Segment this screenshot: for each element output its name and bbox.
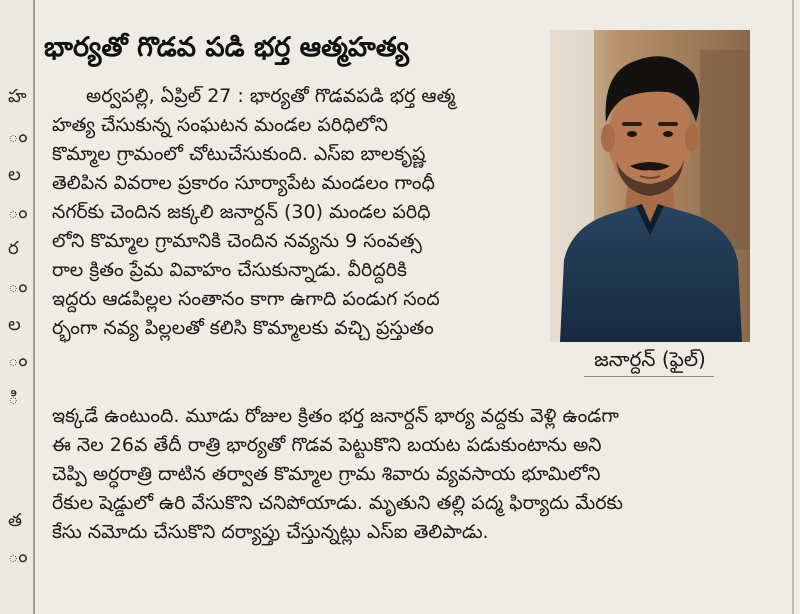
- body-line: రేకుల షెడ్డులో ఉరి వేసుకొని చనిపోయాడు. మృతుని తల్లి పద్మ ఫిర్యాదు మేరకు: [52, 492, 623, 514]
- photo-of-man-icon: [550, 30, 750, 342]
- column-divider: [792, 0, 794, 614]
- body-line: ర్భంగా నవ్య పిల్లలతో కలిసి కొమ్మాలకు వచ్చి ప్రస్తుతం: [52, 317, 434, 339]
- body-line: చెప్పి అర్ధరాత్రి దాటిన తర్వాత కొమ్మాల గ్రామ శివారు వ్యవసాయ భూమిలోని: [52, 463, 601, 485]
- fragment-glyph: త: [8, 510, 23, 531]
- fragment-glyph: ర: [8, 238, 19, 259]
- body-line: తెలిపిన వివరాల ప్రకారం సూర్యాపేట మండలం గాంధీ: [52, 172, 435, 194]
- fragment-glyph: హ: [8, 86, 27, 107]
- portrait-photo: [550, 30, 750, 342]
- body-line: కొమ్మాల గ్రామంలో చోటుచేసుకుంది. ఎస్ఐ బాలకృష్ణ: [52, 143, 426, 165]
- adjacent-column-fragment: [0, 0, 32, 614]
- article-headline: భార్యతో గొడవ పడి భర్త ఆత్మహత్య: [44, 32, 409, 63]
- body-line: కేసు నమోదు చేసుకొని దర్యాప్తు చేస్తున్నట్లు ఎస్ఐ తెలిపాడు.: [52, 521, 489, 543]
- body-line: లోని కొమ్మాల గ్రామానికి చెందిన నవ్యను 9 సంవత్స: [52, 230, 422, 252]
- fragment-glyph: ం: [8, 350, 28, 371]
- column-divider: [33, 0, 35, 614]
- fragment-glyph: ల: [8, 164, 21, 185]
- fragment-glyph: ం: [8, 546, 28, 567]
- fragment-glyph: ం: [8, 276, 28, 297]
- fragment-glyph: ల: [8, 314, 21, 335]
- fragment-glyph: ం: [8, 202, 28, 223]
- body-line: రాల క్రితం ప్రేమ వివాహం చేసుకున్నాడు. వీరిద్దరికి: [52, 259, 407, 281]
- body-line: ఇక్కడే ఉంటుంది. మూడు రోజుల క్రితం భర్త జనార్దన్ భార్య వద్దకు వెళ్లి ఉండగా: [52, 405, 619, 427]
- fragment-glyph: ం: [8, 126, 28, 147]
- body-line: ఇద్దరు ఆడపిల్లల సంతానం కాగా ఉగాది పండుగ సంద: [52, 288, 440, 310]
- article-body-narrow: [52, 82, 538, 343]
- body-line: ఈ నెల 26వ తేదీ రాత్రి భార్యతో గొడవ పెట్టుకొని బయట పడుకుంటాను అని: [52, 434, 602, 456]
- article-body-wide: [52, 402, 764, 547]
- body-line: అర్వపల్లి, ఏప్రిల్ 27 : భార్యతో గొడవపడి భర్త ఆత్మ: [86, 85, 456, 107]
- photo-caption: జనార్దన్ (ఫైల్): [594, 347, 706, 371]
- fragment-glyph: ి: [8, 388, 19, 409]
- caption-underline: [584, 376, 714, 377]
- body-line: హత్య చేసుకున్న సంఘటన మండల పరిధిలోని: [52, 114, 388, 136]
- body-line: నగర్‌కు చెందిన జక్కలి జనార్దన్ (30) మండల పరిధి: [52, 201, 431, 223]
